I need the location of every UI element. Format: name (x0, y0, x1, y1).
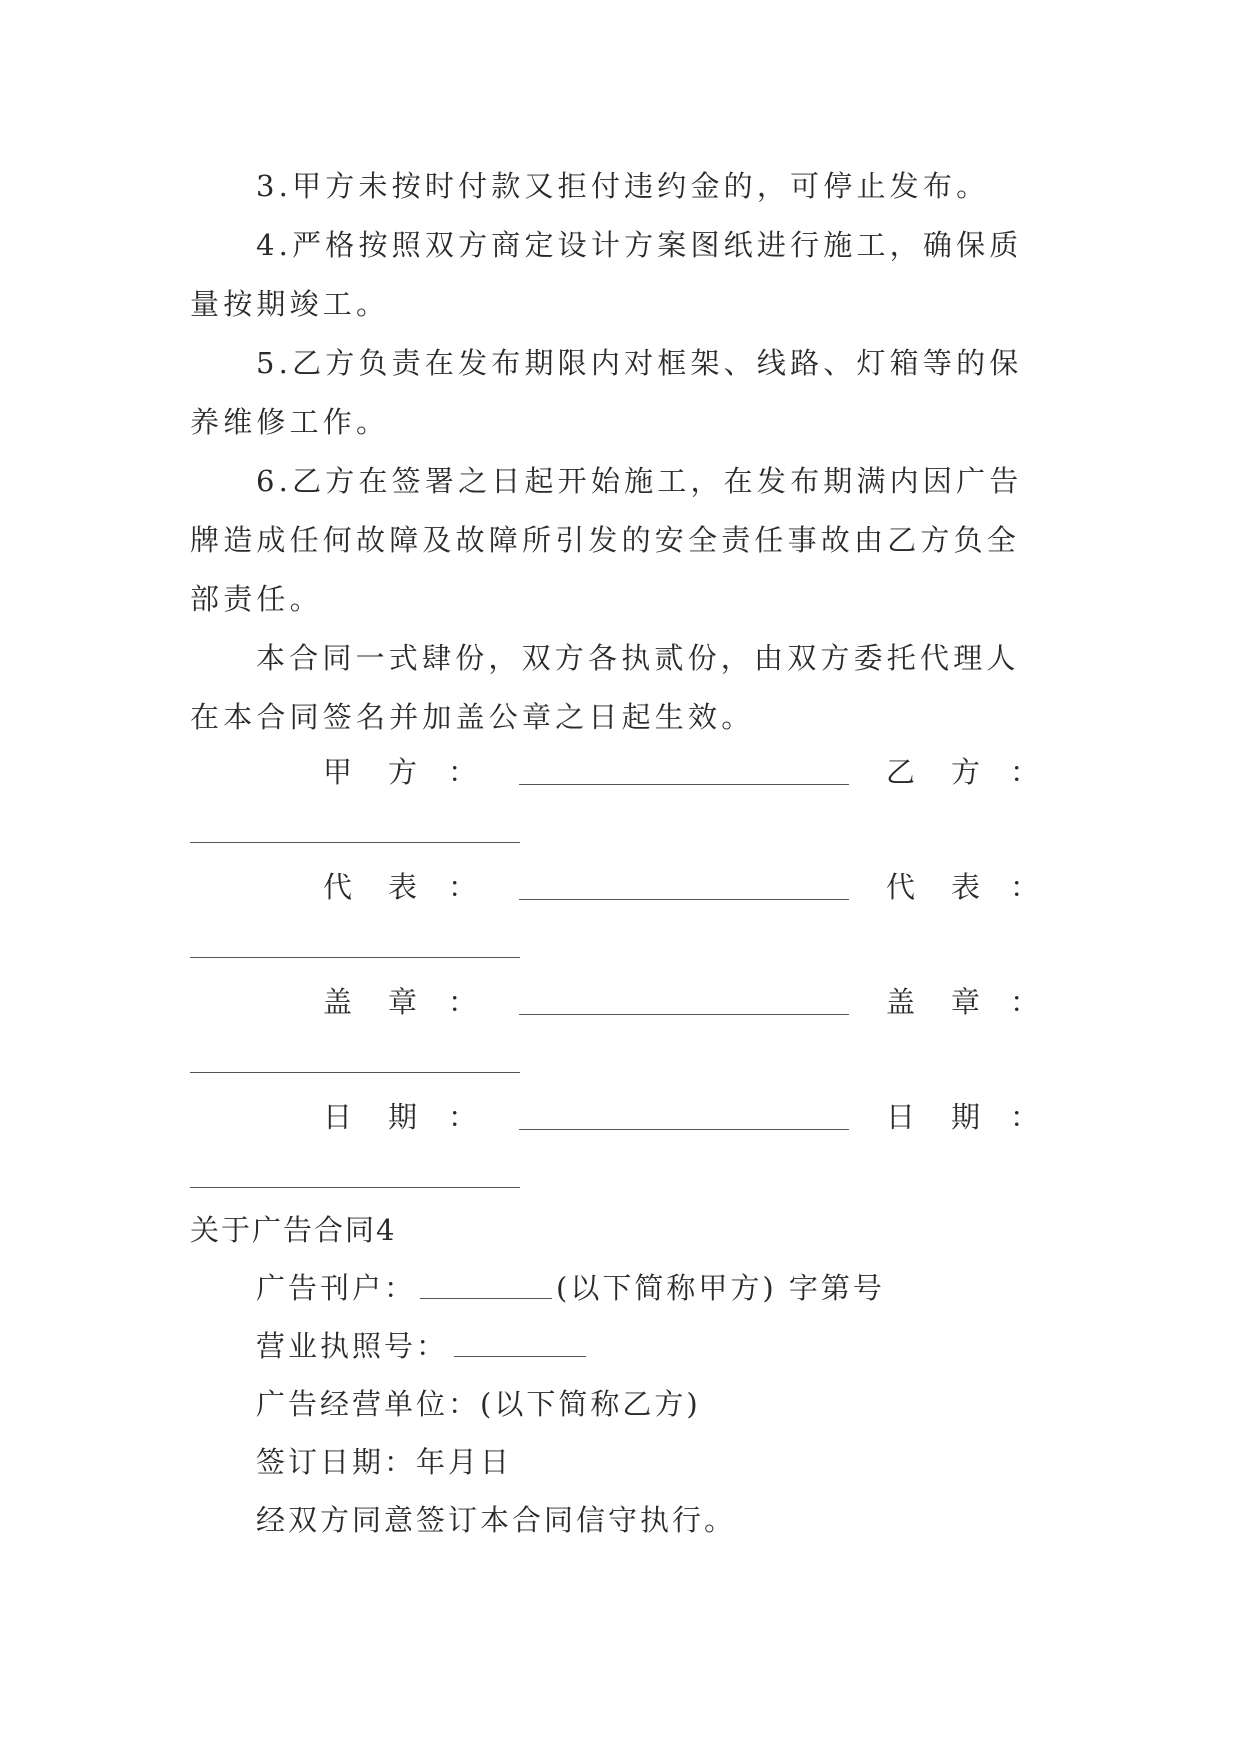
rep-a-signature-line (519, 899, 849, 900)
advertiser-label: 广告刊户： (256, 1271, 417, 1305)
clause-6: 6.乙方在签署之日起开始施工，在发布期满内因广告牌造成任何故障及故障所引发的安全责任事故由乙方负全部责任。 (190, 464, 1023, 616)
party-a-signature-line (519, 784, 849, 785)
license-label: 营业执照号： (256, 1329, 449, 1363)
rep-a-label: 代表 (323, 870, 454, 904)
advertiser-suffix: (以下简称甲方) 字第号 (556, 1271, 885, 1305)
operator-line: 广告经营单位：(以下简称乙方) (256, 1387, 701, 1421)
date-a-label: 日期 (323, 1100, 454, 1134)
date-b-colon: ： (1010, 1100, 1040, 1134)
advertiser-blank (420, 1298, 552, 1299)
date-b-label: 日期 (886, 1100, 1017, 1134)
rep-b-signature-line (190, 957, 520, 958)
effective-clause: 本合同一式肆份，双方各执贰份，由双方委托代理人在本合同签名并加盖公章之日起生效。 (190, 641, 1020, 734)
rep-a-colon: ： (448, 870, 478, 904)
rep-b-colon: ： (1010, 870, 1040, 904)
clause-4: 4.严格按照双方商定设计方案图纸进行施工，确保质量按期竣工。 (190, 228, 1023, 321)
rep-b-label: 代表 (886, 870, 1017, 904)
seal-b-colon: ： (1010, 985, 1040, 1019)
date-b-signature-line (190, 1187, 520, 1188)
seal-a-label: 盖章 (323, 985, 454, 1019)
clause-3: 3.甲方未按时付款又拒付违约金的，可停止发布。 (256, 169, 990, 203)
seal-a-colon: ： (448, 985, 478, 1019)
party-a-label: 甲方 (323, 755, 454, 789)
clause-5: 5.乙方负责在发布期限内对框架、线路、灯箱等的保养维修工作。 (190, 346, 1023, 439)
sign-date-line: 签订日期：年月日 (256, 1445, 513, 1479)
date-a-colon: ： (448, 1100, 478, 1134)
party-b-colon: ： (1010, 755, 1040, 789)
seal-b-label: 盖章 (886, 985, 1017, 1019)
seal-a-signature-line (519, 1014, 849, 1015)
agreement-line: 经双方同意签订本合同信守执行。 (256, 1503, 737, 1537)
party-b-signature-line (190, 842, 520, 843)
seal-b-signature-line (190, 1072, 520, 1073)
license-blank (454, 1356, 586, 1357)
section-title: 关于广告合同4 (190, 1213, 397, 1247)
date-a-signature-line (519, 1129, 849, 1130)
party-b-label: 乙方 (886, 755, 1017, 789)
party-a-colon: ： (448, 755, 478, 789)
